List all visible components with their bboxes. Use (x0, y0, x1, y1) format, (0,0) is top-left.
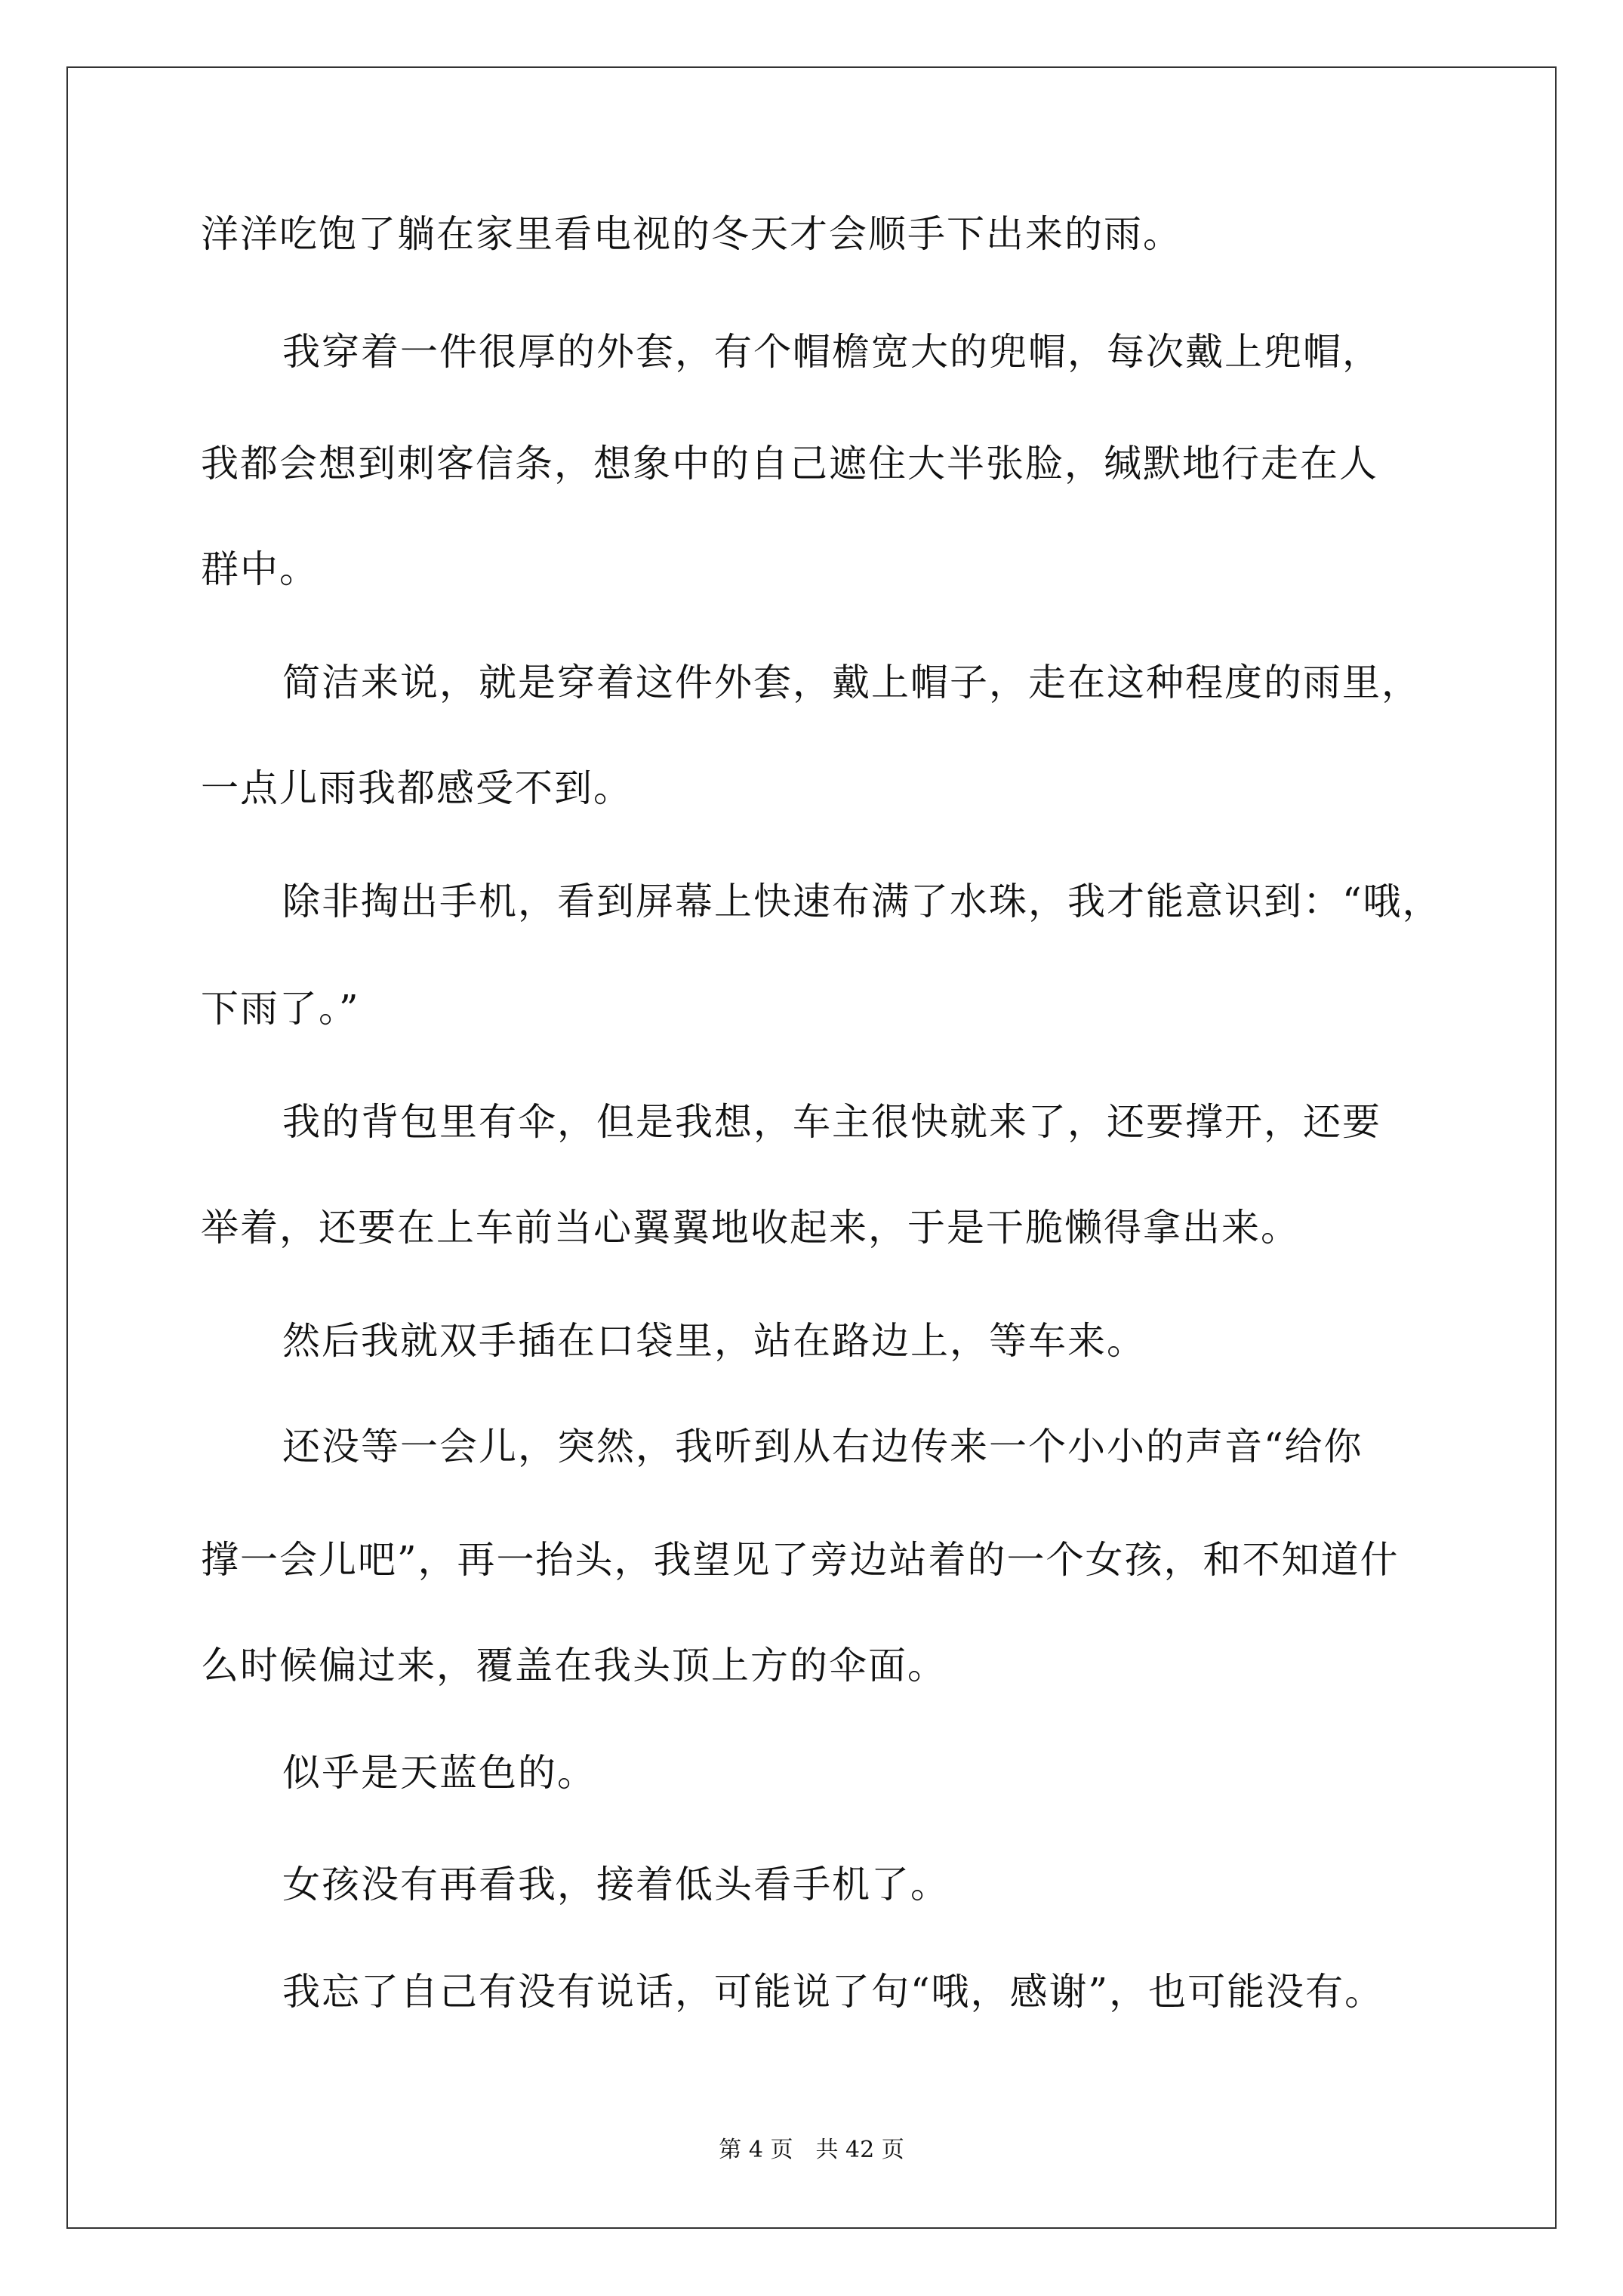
text-line: 群中。 (201, 547, 319, 591)
text-line: 我都会想到刺客信条，想象中的自己遮住大半张脸，缄默地行走在人 (201, 442, 1378, 485)
paragraph-start-line: 似乎是天蓝色的。 (282, 1751, 596, 1795)
paragraph-start-line: 我忘了自己有没有说话，可能说了句“哦，感谢”，也可能没有。 (282, 1970, 1384, 2014)
paragraph-start-line: 我的背包里有伞，但是我想，车主很快就来了，还要撑开，还要 (282, 1100, 1381, 1144)
paragraph-start-line: 还没等一会儿，突然，我听到从右边传来一个小小的声音“给你 (282, 1425, 1363, 1469)
paragraph-start-line: 我穿着一件很厚的外套，有个帽檐宽大的兜帽，每次戴上兜帽， (282, 330, 1381, 374)
text-line: 撑一会儿吧”，再一抬头，我望见了旁边站着的一个女孩，和不知道什 (201, 1538, 1400, 1582)
paragraph-start-line: 然后我就双手插在口袋里，站在路边上，等车来。 (282, 1319, 1146, 1363)
text-line: 举着，还要在上车前当心翼翼地收起来，于是干脆懒得拿出来。 (201, 1206, 1300, 1250)
paragraph-start-line: 除非掏出手机，看到屏幕上快速布满了水珠，我才能意识到：“哦， (282, 880, 1442, 923)
text-line: 么时候偏过来，覆盖在我头顶上方的伞面。 (201, 1644, 947, 1687)
paragraph-start-line: 简洁来说，就是穿着这件外套，戴上帽子，走在这种程度的雨里， (282, 661, 1421, 704)
text-line: 一点儿雨我都感受不到。 (201, 766, 633, 810)
text-line: 下雨了。” (201, 987, 360, 1031)
paragraph-start-line: 女孩没有再看我，接着低头看手机了。 (282, 1863, 950, 1906)
page-number: 第 4 页 共 42 页 (719, 2137, 904, 2163)
text-line: 洋洋吃饱了躺在家里看电视的冬天才会顺手下出来的雨。 (201, 212, 1182, 256)
